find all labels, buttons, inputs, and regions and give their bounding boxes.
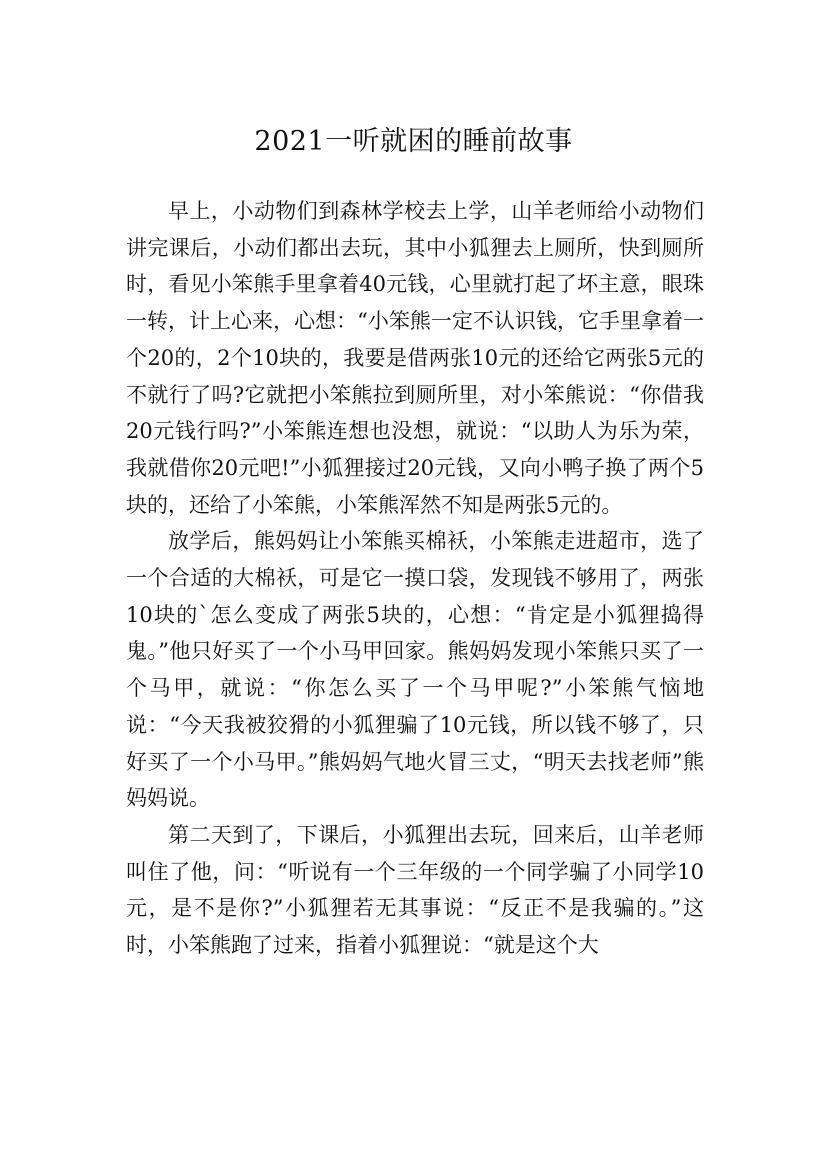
paragraph-3: 第二天到了，下课后，小狐狸出去玩，回来后，山羊老师叫住了他，问：“听说有一个三年级的一个同学骗了小同学10元，是不是你?”小狐狸若无其事说：“反正不是我骗的。”这时，小笨熊跑了过来，指着小狐狸说：“就是这个大 [126,822,704,958]
paragraph-2: 放学后，熊妈妈让小笨熊买棉袄，小笨熊走进超市，选了一个合适的大棉袄，可是它一摸口袋，发现钱不够用了，两张10块的`怎么变成了两张5块的，心想：“肯定是小狐狸捣得鬼。”他只好买了一个小马甲回家。熊妈妈发现小笨熊只买了一个马甲，就说：“你怎么买了一个马甲呢?”小笨熊气恼地说：“今天我被狡猾的小狐狸骗了10元钱，所以钱不够了，只好买了一个小马甲。”熊妈妈气地火冒三丈，“明天去找老师”熊妈妈说。 [126,529,704,811]
paragraph-1: 早上，小动物们到森林学校去上学，山羊老师给小动物们讲完课后，小动们都出去玩，其中小狐狸去上厕所，快到厕所时，看见小笨熊手里拿着40元钱，心里就打起了坏主意，眼珠一转，计上心来，心想：“小笨熊一定不认识钱，它手里拿着一个20的，2个10块的，我要是借两张10元的还给它两张5元的不就行了吗?它就把小笨熊拉到厕所里，对小笨熊说：“你借我20元钱行吗?”小笨熊连想也没想，就说：“以助人为乐为荣，我就借你20元吧!”小狐狸接过20元钱，又向小鸭子换了两个5块的，还给了小笨熊，小笨熊浑然不知是两张5元的。 [126,199,704,517]
document-body [126,193,704,964]
document-title: 2021一听就困的睡前故事 [254,126,573,158]
